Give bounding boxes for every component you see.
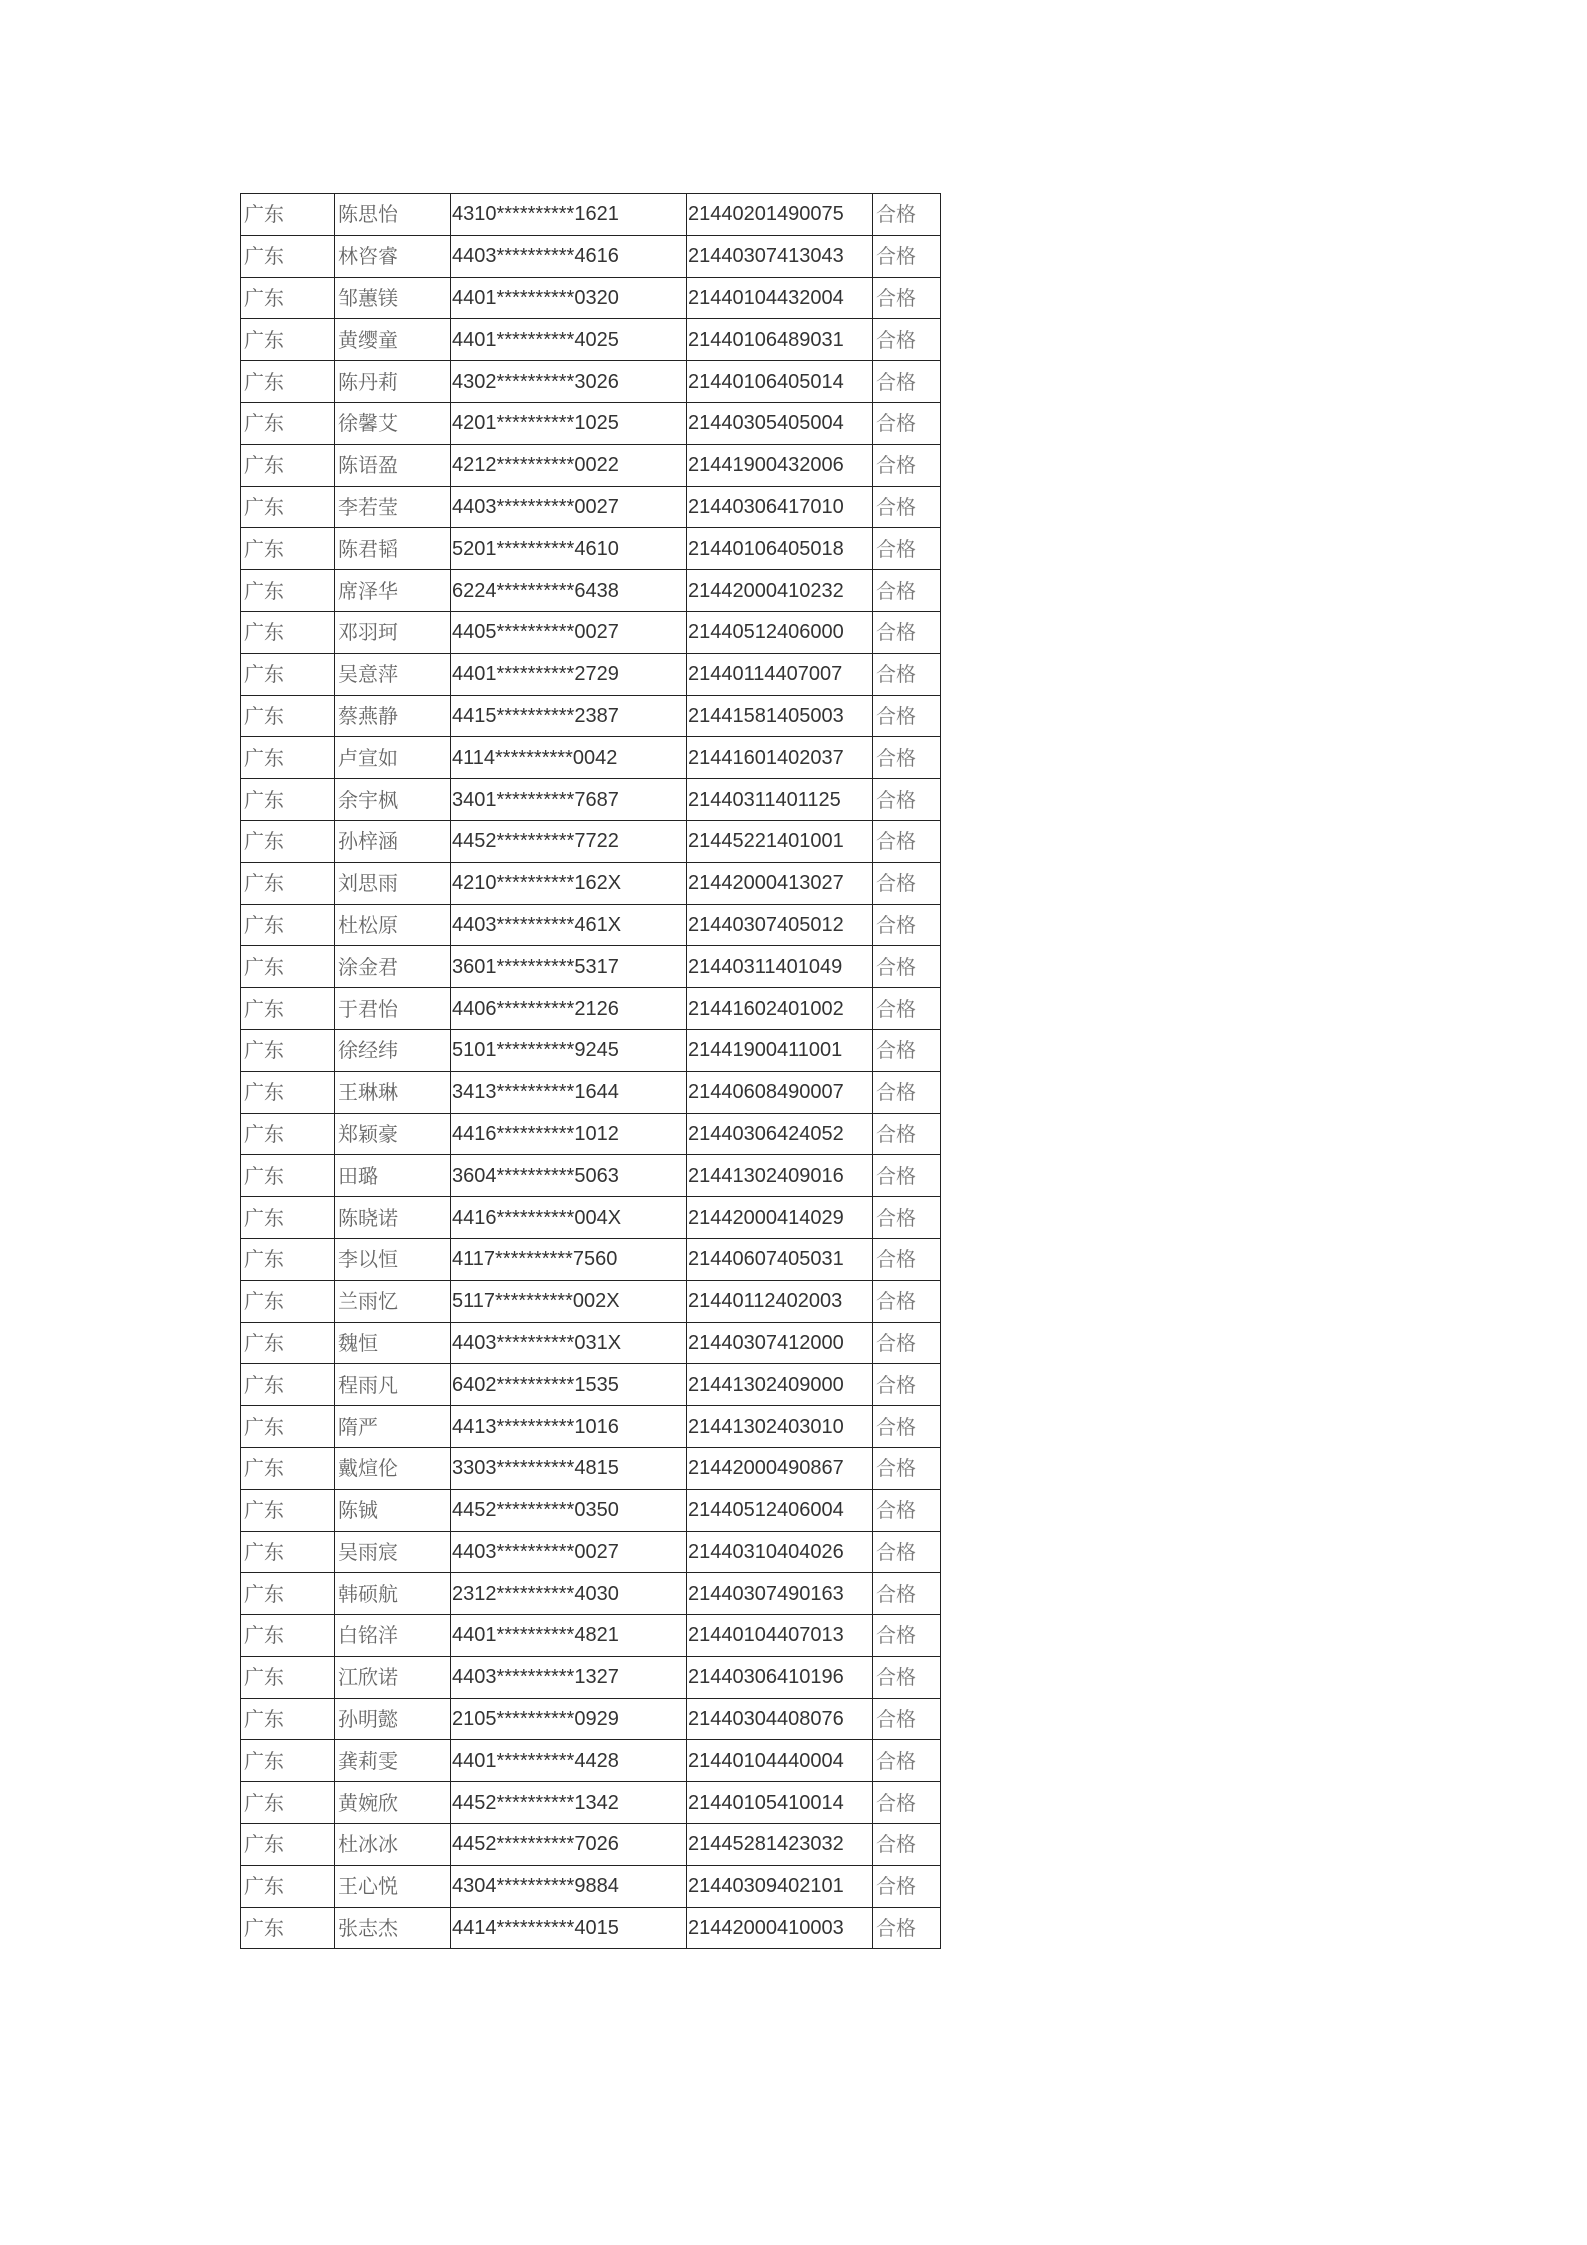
table-row — [241, 319, 941, 361]
certificate-number-cell: 21440608490007 — [687, 1071, 873, 1113]
id-number-cell: 5117**********002X — [451, 1280, 687, 1322]
table-row — [241, 570, 941, 612]
id-number-cell: 4405**********0027 — [451, 611, 687, 653]
certificate-number-cell: 21440309402101 — [687, 1865, 873, 1907]
table-row — [241, 1322, 941, 1364]
table-row — [241, 695, 941, 737]
name-cell: 程雨凡 — [335, 1364, 451, 1406]
certificate-number-cell: 21440105410014 — [687, 1782, 873, 1824]
name-cell: 邓羽珂 — [335, 611, 451, 653]
certificate-number-cell: 21440106405014 — [687, 361, 873, 403]
province-cell: 广东 — [241, 1865, 335, 1907]
name-cell: 李若莹 — [335, 486, 451, 528]
result-cell: 合格 — [873, 1865, 941, 1907]
table-row — [241, 904, 941, 946]
name-cell: 韩硕航 — [335, 1573, 451, 1615]
certificate-number-cell: 21440106489031 — [687, 319, 873, 361]
name-cell: 于君怡 — [335, 988, 451, 1030]
name-cell: 黄婉欣 — [335, 1782, 451, 1824]
province-cell: 广东 — [241, 1071, 335, 1113]
table-row — [241, 1280, 941, 1322]
result-cell: 合格 — [873, 1197, 941, 1239]
result-cell: 合格 — [873, 611, 941, 653]
id-number-cell: 6224**********6438 — [451, 570, 687, 612]
result-cell: 合格 — [873, 904, 941, 946]
id-number-cell: 5201**********4610 — [451, 528, 687, 570]
id-number-cell: 4302**********3026 — [451, 361, 687, 403]
result-cell: 合格 — [873, 319, 941, 361]
province-cell: 广东 — [241, 737, 335, 779]
table-row — [241, 235, 941, 277]
result-cell: 合格 — [873, 1740, 941, 1782]
result-cell: 合格 — [873, 486, 941, 528]
table-row — [241, 820, 941, 862]
name-cell: 田璐 — [335, 1155, 451, 1197]
province-cell: 广东 — [241, 695, 335, 737]
certificate-number-cell: 21441602401002 — [687, 988, 873, 1030]
table-row — [241, 988, 941, 1030]
certificate-number-cell: 21440305405004 — [687, 402, 873, 444]
province-cell: 广东 — [241, 653, 335, 695]
table-row — [241, 1113, 941, 1155]
certificate-number-cell: 21440307412000 — [687, 1322, 873, 1364]
certificate-number-cell: 21441601402037 — [687, 737, 873, 779]
province-cell: 广东 — [241, 1322, 335, 1364]
province-cell: 广东 — [241, 361, 335, 403]
result-cell: 合格 — [873, 1782, 941, 1824]
id-number-cell: 4210**********162X — [451, 862, 687, 904]
table-row — [241, 1698, 941, 1740]
certificate-number-cell: 21440607405031 — [687, 1238, 873, 1280]
province-cell: 广东 — [241, 1406, 335, 1448]
table-row — [241, 862, 941, 904]
name-cell: 陈丹莉 — [335, 361, 451, 403]
province-cell: 广东 — [241, 820, 335, 862]
certificate-number-cell: 21442000410003 — [687, 1907, 873, 1949]
id-number-cell: 4416**********004X — [451, 1197, 687, 1239]
certificate-number-cell: 21441302403010 — [687, 1406, 873, 1448]
table-row — [241, 486, 941, 528]
province-cell: 广东 — [241, 235, 335, 277]
result-cell: 合格 — [873, 820, 941, 862]
name-cell: 席泽华 — [335, 570, 451, 612]
result-cell: 合格 — [873, 444, 941, 486]
certificate-number-cell: 21445281423032 — [687, 1824, 873, 1866]
table-row — [241, 653, 941, 695]
province-cell: 广东 — [241, 1197, 335, 1239]
id-number-cell: 4406**********2126 — [451, 988, 687, 1030]
name-cell: 余宇枫 — [335, 779, 451, 821]
id-number-cell: 4452**********7722 — [451, 820, 687, 862]
id-number-cell: 2312**********4030 — [451, 1573, 687, 1615]
name-cell: 孙明懿 — [335, 1698, 451, 1740]
certificate-number-cell: 21440114407007 — [687, 653, 873, 695]
result-cell: 合格 — [873, 1406, 941, 1448]
result-cell: 合格 — [873, 862, 941, 904]
province-cell: 广东 — [241, 194, 335, 236]
certificate-number-cell: 21441900411001 — [687, 1029, 873, 1071]
result-cell: 合格 — [873, 194, 941, 236]
province-cell: 广东 — [241, 277, 335, 319]
name-cell: 张志杰 — [335, 1907, 451, 1949]
result-cell: 合格 — [873, 235, 941, 277]
province-cell: 广东 — [241, 1447, 335, 1489]
id-number-cell: 4401**********2729 — [451, 653, 687, 695]
table-row — [241, 1824, 941, 1866]
result-cell: 合格 — [873, 402, 941, 444]
result-cell: 合格 — [873, 1113, 941, 1155]
province-cell: 广东 — [241, 988, 335, 1030]
id-number-cell: 4401**********4821 — [451, 1615, 687, 1657]
certificate-number-cell: 21442000413027 — [687, 862, 873, 904]
certificate-number-cell: 21440310404026 — [687, 1531, 873, 1573]
table-row — [241, 277, 941, 319]
table-row — [241, 1782, 941, 1824]
certificate-number-cell: 21440104432004 — [687, 277, 873, 319]
result-cell: 合格 — [873, 1029, 941, 1071]
table-row — [241, 946, 941, 988]
id-number-cell: 4416**********1012 — [451, 1113, 687, 1155]
province-cell: 广东 — [241, 1656, 335, 1698]
result-cell: 合格 — [873, 1364, 941, 1406]
certificate-number-cell: 21442000410232 — [687, 570, 873, 612]
province-cell: 广东 — [241, 570, 335, 612]
id-number-cell: 3303**********4815 — [451, 1447, 687, 1489]
result-cell: 合格 — [873, 1698, 941, 1740]
province-cell: 广东 — [241, 862, 335, 904]
id-number-cell: 4403**********0027 — [451, 1531, 687, 1573]
id-number-cell: 4401**********4428 — [451, 1740, 687, 1782]
result-cell: 合格 — [873, 1615, 941, 1657]
result-cell: 合格 — [873, 1447, 941, 1489]
result-cell: 合格 — [873, 570, 941, 612]
name-cell: 王琳琳 — [335, 1071, 451, 1113]
table-row — [241, 1406, 941, 1448]
id-number-cell: 4401**********0320 — [451, 277, 687, 319]
name-cell: 蔡燕静 — [335, 695, 451, 737]
id-number-cell: 3601**********5317 — [451, 946, 687, 988]
name-cell: 吴雨宸 — [335, 1531, 451, 1573]
name-cell: 邹蕙镁 — [335, 277, 451, 319]
table-row — [241, 528, 941, 570]
province-cell: 广东 — [241, 1740, 335, 1782]
certificate-number-cell: 21440104407013 — [687, 1615, 873, 1657]
result-cell: 合格 — [873, 779, 941, 821]
province-cell: 广东 — [241, 486, 335, 528]
certificate-number-cell: 21445221401001 — [687, 820, 873, 862]
table-row — [241, 1656, 941, 1698]
province-cell: 广东 — [241, 1698, 335, 1740]
id-number-cell: 4403**********461X — [451, 904, 687, 946]
result-cell: 合格 — [873, 528, 941, 570]
province-cell: 广东 — [241, 904, 335, 946]
result-cell: 合格 — [873, 1489, 941, 1531]
id-number-cell: 4403**********0027 — [451, 486, 687, 528]
result-cell: 合格 — [873, 946, 941, 988]
result-cell: 合格 — [873, 988, 941, 1030]
name-cell: 涂金君 — [335, 946, 451, 988]
table-row — [241, 1071, 941, 1113]
province-cell: 广东 — [241, 1489, 335, 1531]
id-number-cell: 4403**********4616 — [451, 235, 687, 277]
name-cell: 魏恒 — [335, 1322, 451, 1364]
province-cell: 广东 — [241, 611, 335, 653]
id-number-cell: 3413**********1644 — [451, 1071, 687, 1113]
name-cell: 陈铖 — [335, 1489, 451, 1531]
result-cell: 合格 — [873, 277, 941, 319]
province-cell: 广东 — [241, 1029, 335, 1071]
result-cell: 合格 — [873, 695, 941, 737]
certificate-number-cell: 21440311401125 — [687, 779, 873, 821]
name-cell: 李以恒 — [335, 1238, 451, 1280]
province-cell: 广东 — [241, 319, 335, 361]
certificate-number-cell: 21441302409000 — [687, 1364, 873, 1406]
certificate-number-cell: 21440106405018 — [687, 528, 873, 570]
id-number-cell: 4403**********031X — [451, 1322, 687, 1364]
name-cell: 郑颖豪 — [335, 1113, 451, 1155]
result-cell: 合格 — [873, 1071, 941, 1113]
name-cell: 兰雨忆 — [335, 1280, 451, 1322]
name-cell: 徐经纬 — [335, 1029, 451, 1071]
table-row — [241, 361, 941, 403]
name-cell: 刘思雨 — [335, 862, 451, 904]
result-cell: 合格 — [873, 1322, 941, 1364]
table-row — [241, 611, 941, 653]
table-row — [241, 194, 941, 236]
name-cell: 陈语盈 — [335, 444, 451, 486]
certificate-number-cell: 21440306424052 — [687, 1113, 873, 1155]
table-row — [241, 1907, 941, 1949]
id-number-cell: 4452**********7026 — [451, 1824, 687, 1866]
certificate-number-cell: 21440201490075 — [687, 194, 873, 236]
table-row — [241, 779, 941, 821]
result-cell: 合格 — [873, 653, 941, 695]
id-number-cell: 4304**********9884 — [451, 1865, 687, 1907]
table-row — [241, 1364, 941, 1406]
province-cell: 广东 — [241, 1782, 335, 1824]
result-cell: 合格 — [873, 1238, 941, 1280]
certificate-number-cell: 21442000414029 — [687, 1197, 873, 1239]
certificate-number-cell: 21441581405003 — [687, 695, 873, 737]
certificate-number-cell: 21440307405012 — [687, 904, 873, 946]
province-cell: 广东 — [241, 402, 335, 444]
id-number-cell: 4310**********1621 — [451, 194, 687, 236]
certificate-number-cell: 21440112402003 — [687, 1280, 873, 1322]
id-number-cell: 4403**********1327 — [451, 1656, 687, 1698]
table-row — [241, 1029, 941, 1071]
province-cell: 广东 — [241, 779, 335, 821]
id-number-cell: 6402**********1535 — [451, 1364, 687, 1406]
table-row — [241, 1447, 941, 1489]
table-row — [241, 1197, 941, 1239]
certificate-number-cell: 21440306410196 — [687, 1656, 873, 1698]
certificate-number-cell: 21442000490867 — [687, 1447, 873, 1489]
id-number-cell: 4415**********2387 — [451, 695, 687, 737]
province-cell: 广东 — [241, 1364, 335, 1406]
table-row — [241, 1865, 941, 1907]
name-cell: 陈君韬 — [335, 528, 451, 570]
table-row — [241, 1489, 941, 1531]
certificate-number-cell: 21440307413043 — [687, 235, 873, 277]
name-cell: 林咨睿 — [335, 235, 451, 277]
province-cell: 广东 — [241, 1238, 335, 1280]
province-cell: 广东 — [241, 946, 335, 988]
name-cell: 孙梓涵 — [335, 820, 451, 862]
id-number-cell: 4401**********4025 — [451, 319, 687, 361]
table-row — [241, 1531, 941, 1573]
result-cell: 合格 — [873, 1824, 941, 1866]
result-cell: 合格 — [873, 1573, 941, 1615]
province-cell: 广东 — [241, 1615, 335, 1657]
province-cell: 广东 — [241, 1531, 335, 1573]
id-number-cell: 3604**********5063 — [451, 1155, 687, 1197]
certificate-number-cell: 21440304408076 — [687, 1698, 873, 1740]
table-row — [241, 1740, 941, 1782]
name-cell: 黄缨童 — [335, 319, 451, 361]
province-cell: 广东 — [241, 1907, 335, 1949]
id-number-cell: 4114**********0042 — [451, 737, 687, 779]
table-row — [241, 1155, 941, 1197]
name-cell: 白铭洋 — [335, 1615, 451, 1657]
certificate-number-cell: 21441900432006 — [687, 444, 873, 486]
name-cell: 杜松原 — [335, 904, 451, 946]
name-cell: 杜冰冰 — [335, 1824, 451, 1866]
name-cell: 徐馨艾 — [335, 402, 451, 444]
id-number-cell: 3401**********7687 — [451, 779, 687, 821]
certificate-number-cell: 21440306417010 — [687, 486, 873, 528]
result-cell: 合格 — [873, 1656, 941, 1698]
table-row — [241, 402, 941, 444]
table-row — [241, 1615, 941, 1657]
id-number-cell: 4452**********0350 — [451, 1489, 687, 1531]
name-cell: 江欣诺 — [335, 1656, 451, 1698]
certificate-number-cell: 21441302409016 — [687, 1155, 873, 1197]
certificate-number-cell: 21440512406000 — [687, 611, 873, 653]
name-cell: 龚莉雯 — [335, 1740, 451, 1782]
name-cell: 卢宣如 — [335, 737, 451, 779]
name-cell: 吴意萍 — [335, 653, 451, 695]
id-number-cell: 4413**********1016 — [451, 1406, 687, 1448]
province-cell: 广东 — [241, 528, 335, 570]
id-number-cell: 4414**********4015 — [451, 1907, 687, 1949]
name-cell: 王心悦 — [335, 1865, 451, 1907]
certificate-number-cell: 21440104440004 — [687, 1740, 873, 1782]
id-number-cell: 5101**********9245 — [451, 1029, 687, 1071]
result-cell: 合格 — [873, 1907, 941, 1949]
name-cell: 陈晓诺 — [335, 1197, 451, 1239]
id-number-cell: 4117**********7560 — [451, 1238, 687, 1280]
result-cell: 合格 — [873, 737, 941, 779]
province-cell: 广东 — [241, 1155, 335, 1197]
province-cell: 广东 — [241, 1573, 335, 1615]
table-row — [241, 737, 941, 779]
province-cell: 广东 — [241, 1824, 335, 1866]
id-number-cell: 4212**********0022 — [451, 444, 687, 486]
id-number-cell: 4452**********1342 — [451, 1782, 687, 1824]
table-row — [241, 1238, 941, 1280]
result-cell: 合格 — [873, 361, 941, 403]
certificate-number-cell: 21440307490163 — [687, 1573, 873, 1615]
certificate-number-cell: 21440512406004 — [687, 1489, 873, 1531]
id-number-cell: 2105**********0929 — [451, 1698, 687, 1740]
province-cell: 广东 — [241, 444, 335, 486]
province-cell: 广东 — [241, 1280, 335, 1322]
result-cell: 合格 — [873, 1155, 941, 1197]
result-cell: 合格 — [873, 1280, 941, 1322]
certificate-number-cell: 21440311401049 — [687, 946, 873, 988]
result-cell: 合格 — [873, 1531, 941, 1573]
name-cell: 隋严 — [335, 1406, 451, 1448]
table-row — [241, 444, 941, 486]
table-row — [241, 1573, 941, 1615]
province-cell: 广东 — [241, 1113, 335, 1155]
results-table — [240, 193, 941, 1949]
id-number-cell: 4201**********1025 — [451, 402, 687, 444]
name-cell: 戴煊伦 — [335, 1447, 451, 1489]
results-table-body — [241, 194, 941, 1949]
name-cell: 陈思怡 — [335, 194, 451, 236]
